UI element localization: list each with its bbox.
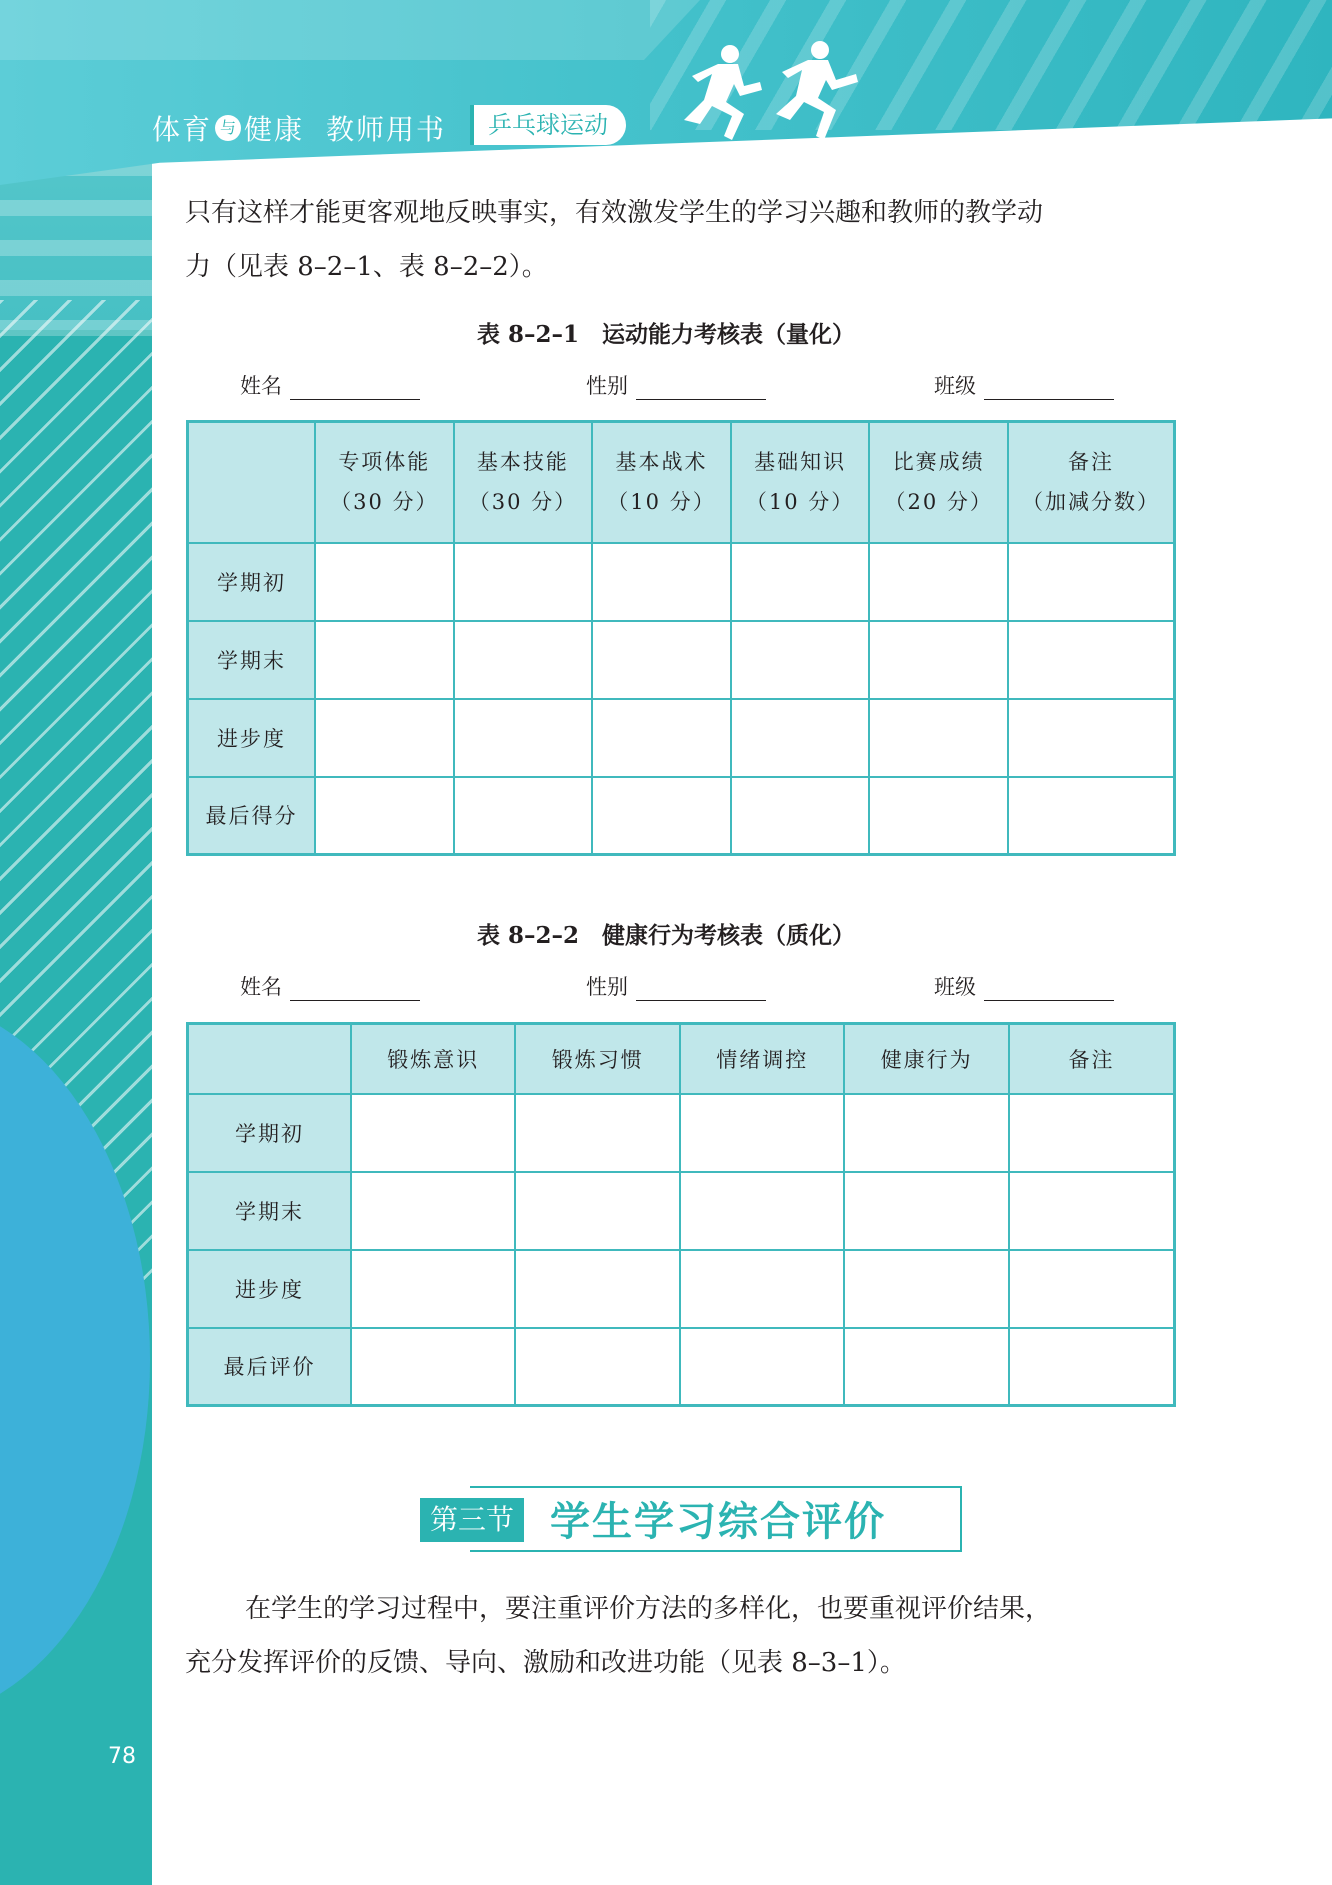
empty-cell[interactable]	[680, 1250, 844, 1328]
book-title-circle: 与	[215, 115, 241, 141]
row-header: 学期末	[188, 621, 316, 699]
header-line: 备注	[1067, 450, 1114, 475]
empty-cell[interactable]	[680, 1328, 844, 1406]
empty-cell[interactable]	[731, 621, 870, 699]
empty-cell[interactable]	[515, 1094, 679, 1172]
header-line: （10 分）	[745, 490, 855, 515]
empty-cell[interactable]	[1009, 1328, 1175, 1406]
empty-cell[interactable]	[1008, 699, 1175, 777]
book-title-part2: 健康	[244, 113, 305, 146]
table2-header-cell: 锻炼习惯	[515, 1024, 679, 1094]
header-line: 比赛成绩	[892, 450, 985, 475]
class-label: 班级	[934, 374, 976, 398]
class-blank	[984, 978, 1114, 1001]
empty-cell[interactable]	[454, 699, 593, 777]
empty-cell[interactable]	[1008, 621, 1175, 699]
table2-title: 表 8–2–2 健康行为考核表（质化）	[476, 922, 856, 949]
row-header: 最后得分	[188, 777, 316, 855]
empty-cell[interactable]	[844, 1250, 1008, 1328]
table2-class-field	[934, 971, 1114, 1001]
closing-line-1: 在学生的学习过程中，要注重评价方法的多样化，也要重视评价结果，	[245, 1594, 1052, 1624]
table1-header-cell	[454, 422, 593, 543]
empty-cell[interactable]	[1008, 777, 1175, 855]
section-heading	[420, 1488, 886, 1548]
empty-cell[interactable]	[315, 621, 454, 699]
table1-header-cell	[592, 422, 731, 543]
book-title	[152, 108, 446, 148]
table2-corner-cell	[188, 1024, 352, 1094]
table1-header-cell	[315, 422, 454, 543]
empty-cell[interactable]	[315, 777, 454, 855]
empty-cell[interactable]	[315, 543, 454, 621]
header-line: 基础知识	[754, 450, 847, 475]
header-line: （30 分）	[468, 490, 578, 515]
intro-paragraph	[185, 186, 1185, 294]
name-label: 姓名	[240, 374, 282, 398]
empty-cell[interactable]	[351, 1328, 515, 1406]
gender-label: 性别	[586, 975, 628, 999]
page-number: 78	[108, 1744, 136, 1769]
table2-name-field	[240, 971, 420, 1001]
table1-fields	[240, 370, 1140, 400]
empty-cell[interactable]	[592, 543, 731, 621]
runner-icon	[684, 45, 762, 140]
empty-cell[interactable]	[680, 1094, 844, 1172]
table1-corner-cell	[188, 422, 316, 543]
table2-header-cell: 备注	[1009, 1024, 1175, 1094]
header-line: （加减分数）	[1021, 490, 1160, 515]
table1-name-field	[240, 370, 420, 400]
header-line: 基本战术	[615, 450, 708, 475]
table1-header-row	[188, 422, 1175, 543]
table2-gender-field	[586, 971, 766, 1001]
empty-cell[interactable]	[315, 699, 454, 777]
table2-fields	[240, 971, 1140, 1001]
header-line: （20 分）	[884, 490, 993, 515]
health-behavior-table	[186, 1022, 1176, 1407]
table-row	[188, 1328, 1175, 1406]
closing-paragraph	[185, 1582, 1185, 1690]
empty-cell[interactable]	[680, 1172, 844, 1250]
name-blank	[290, 377, 420, 400]
runner-icon	[776, 41, 858, 140]
empty-cell[interactable]	[731, 777, 870, 855]
section-title: 学生学习综合评价	[550, 1498, 887, 1545]
empty-cell[interactable]	[454, 543, 593, 621]
table1-header-cell	[1008, 422, 1175, 543]
intro-line-2: 力（见表 8–2–1、表 8–2–2）。	[185, 252, 548, 282]
table2-header-cell: 健康行为	[844, 1024, 1008, 1094]
book-title-part3: 教师用书	[326, 113, 447, 146]
book-title-part1: 体育	[152, 113, 213, 146]
gender-blank	[636, 377, 766, 400]
class-blank	[984, 377, 1114, 400]
table-row	[188, 699, 1175, 777]
class-label: 班级	[934, 975, 976, 999]
gender-label: 性别	[586, 374, 628, 398]
table1-class-field	[934, 370, 1114, 400]
table1-title: 表 8–2–1 运动能力考核表（量化）	[476, 321, 856, 348]
header-line: （10 分）	[607, 490, 716, 515]
empty-cell[interactable]	[844, 1094, 1008, 1172]
empty-cell[interactable]	[515, 1172, 679, 1250]
table2-header-cell: 情绪调控	[680, 1024, 844, 1094]
row-header: 进步度	[188, 699, 316, 777]
topic-tag: 乒乓球运动	[470, 105, 626, 145]
closing-line-2: 充分发挥评价的反馈、导向、激励和改进功能（见表 8–3–1）。	[185, 1648, 906, 1678]
empty-cell[interactable]	[869, 543, 1008, 621]
empty-cell[interactable]	[454, 621, 593, 699]
row-header: 最后评价	[188, 1328, 352, 1406]
table2-header-row	[188, 1024, 1175, 1094]
empty-cell[interactable]	[869, 777, 1008, 855]
empty-cell[interactable]	[454, 777, 593, 855]
empty-cell[interactable]	[351, 1250, 515, 1328]
runners-illustration	[660, 40, 880, 150]
empty-cell[interactable]	[592, 621, 731, 699]
row-header: 学期末	[188, 1172, 352, 1250]
table-row	[188, 777, 1175, 855]
name-blank	[290, 978, 420, 1001]
header-line: 专项体能	[338, 450, 431, 475]
table1-gender-field	[586, 370, 766, 400]
empty-cell[interactable]	[844, 1328, 1008, 1406]
table-row	[188, 1172, 1175, 1250]
intro-line-1: 只有这样才能更客观地反映事实，有效激发学生的学习兴趣和教师的教学动	[185, 198, 1044, 228]
table1-header-cell	[731, 422, 870, 543]
empty-cell[interactable]	[1008, 543, 1175, 621]
empty-cell[interactable]	[592, 699, 731, 777]
ability-assessment-table	[186, 420, 1176, 856]
empty-cell[interactable]	[515, 1328, 679, 1406]
row-header: 进步度	[188, 1250, 352, 1328]
header-line: 基本技能	[476, 450, 569, 475]
table-row	[188, 1094, 1175, 1172]
empty-cell[interactable]	[844, 1172, 1008, 1250]
table1-header-cell	[869, 422, 1008, 543]
header-light-wedge	[0, 0, 700, 60]
section-number: 第三节	[420, 1498, 524, 1542]
row-header: 学期初	[188, 543, 316, 621]
empty-cell[interactable]	[592, 777, 731, 855]
empty-cell[interactable]	[351, 1094, 515, 1172]
table-row	[188, 621, 1175, 699]
table-row	[188, 1250, 1175, 1328]
empty-cell[interactable]	[1009, 1094, 1175, 1172]
empty-cell[interactable]	[731, 543, 870, 621]
empty-cell[interactable]	[515, 1250, 679, 1328]
gender-blank	[636, 978, 766, 1001]
empty-cell[interactable]	[1009, 1172, 1175, 1250]
header-line: （30 分）	[330, 490, 439, 515]
name-label: 姓名	[240, 975, 282, 999]
row-header: 学期初	[188, 1094, 352, 1172]
empty-cell[interactable]	[869, 699, 1008, 777]
empty-cell[interactable]	[869, 621, 1008, 699]
table2-header-cell: 锻炼意识	[351, 1024, 515, 1094]
empty-cell[interactable]	[731, 699, 870, 777]
empty-cell[interactable]	[1009, 1250, 1175, 1328]
empty-cell[interactable]	[351, 1172, 515, 1250]
section-frame	[470, 1486, 962, 1552]
table-row	[188, 543, 1175, 621]
